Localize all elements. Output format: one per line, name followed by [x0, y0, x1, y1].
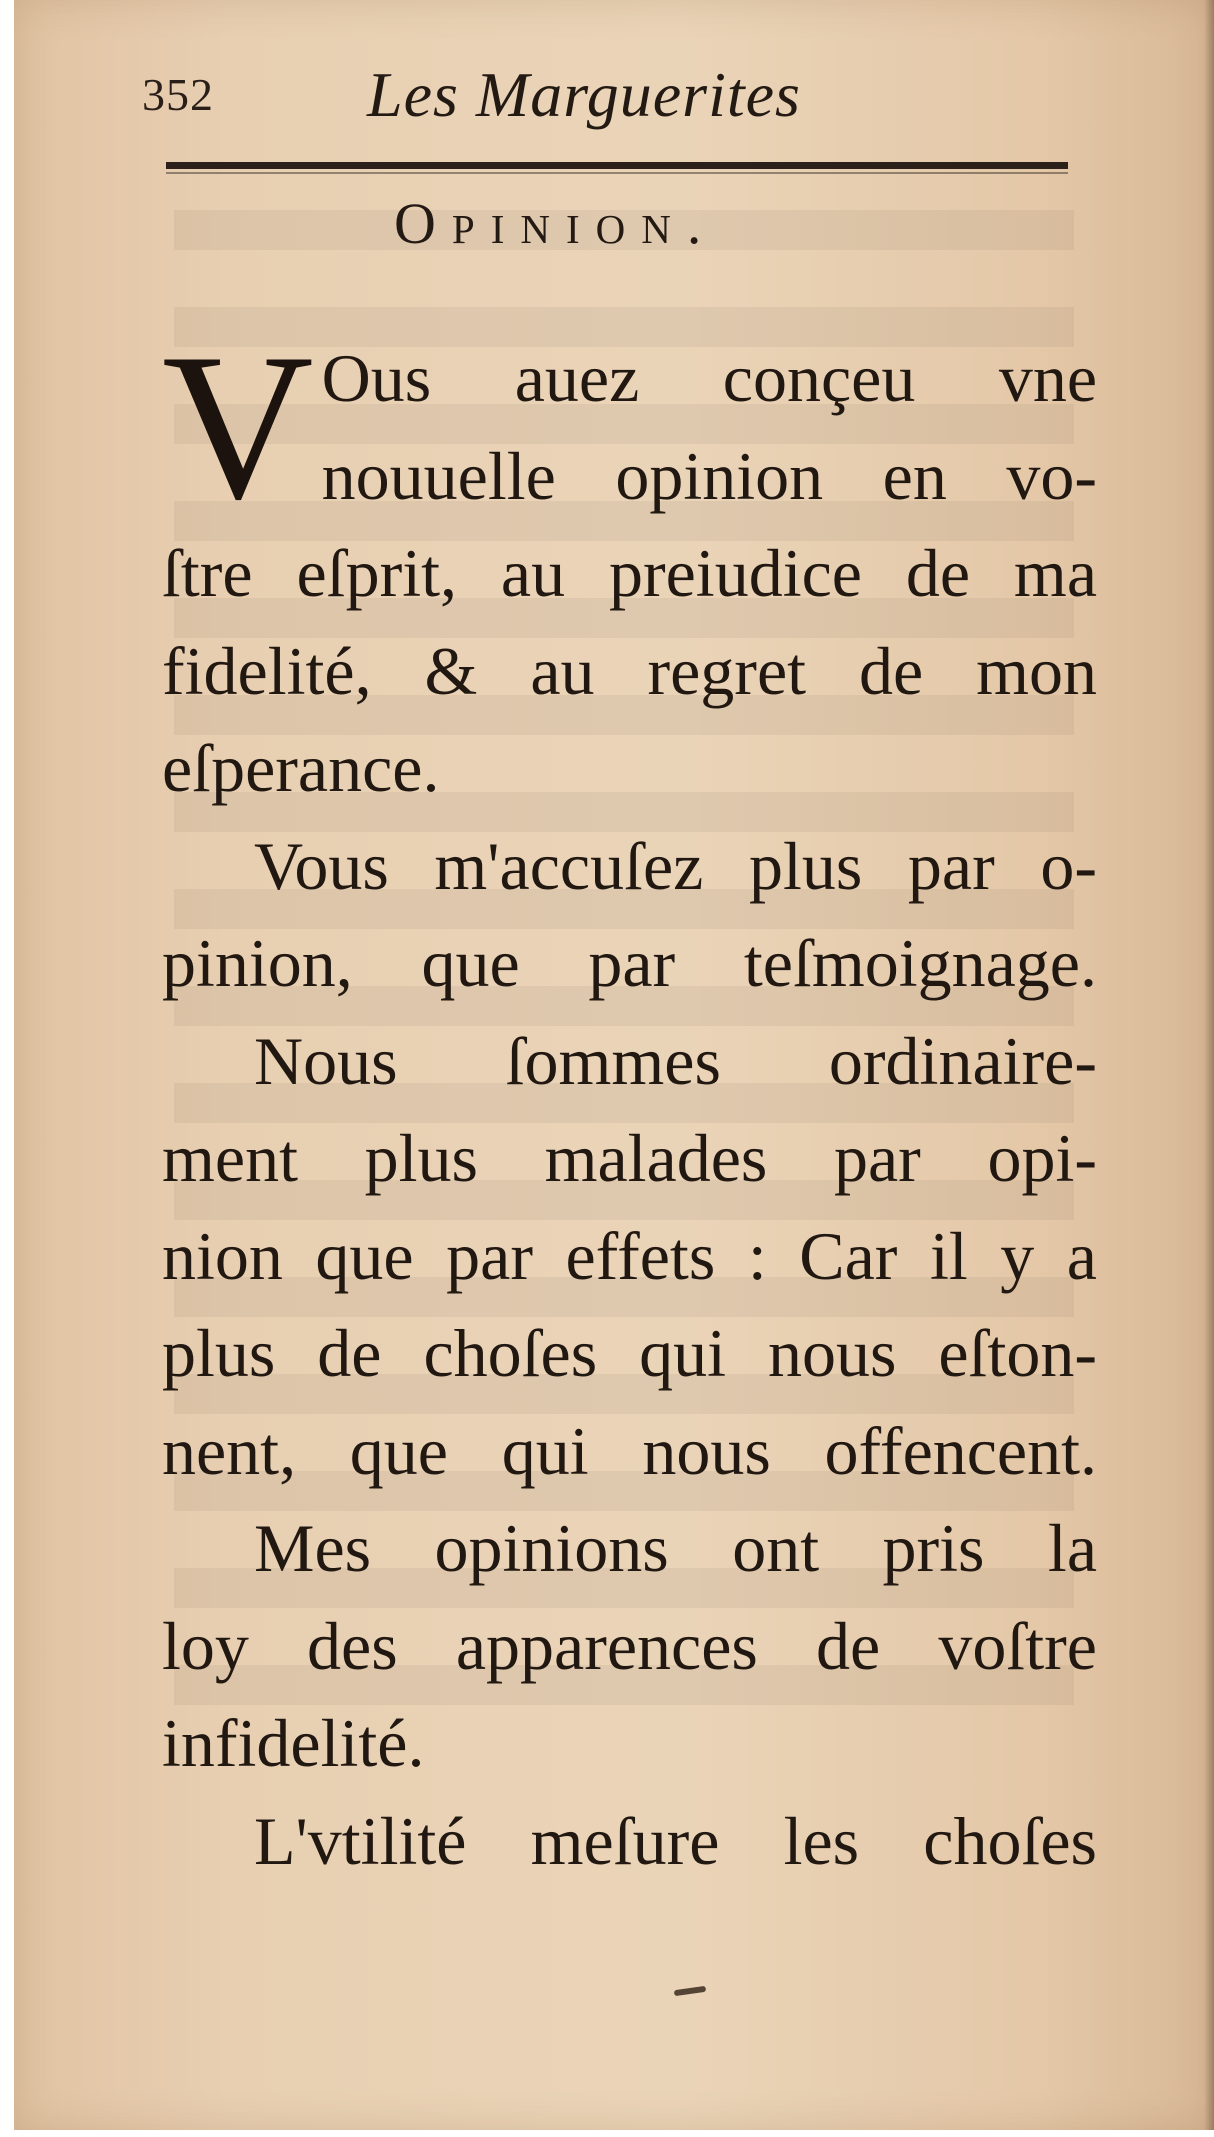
- text-line: ſtre eſprit, au preiudice de ma: [162, 535, 1097, 611]
- header-rule: [166, 162, 1068, 169]
- text-line: infidelité.: [162, 1705, 425, 1781]
- header-rule-shadow: [166, 172, 1068, 174]
- text-line: fidelité, & au regret de mon: [162, 632, 1097, 709]
- section-title: Opinion.: [394, 191, 718, 256]
- text-line: pinion, que par teſmoignage.: [162, 925, 1097, 1001]
- running-title: Les Marguerites: [367, 59, 801, 130]
- page-number: 352: [142, 69, 214, 120]
- text-line: Mes opinions ont pris la: [254, 1510, 1097, 1586]
- drop-capital: V: [162, 311, 314, 543]
- text-line: nouuelle opinion en vo-: [321, 437, 1097, 514]
- text-line: plus de choſes qui nous eſton-: [162, 1315, 1097, 1391]
- text-line: nent, que qui nous offencent.: [162, 1412, 1097, 1489]
- text-line: L'vtilité meſure les choſes: [254, 1802, 1097, 1879]
- text-line: nion que par effets : Car il y a: [162, 1217, 1097, 1294]
- text-line: Vous m'accuſez plus par o-: [254, 827, 1097, 904]
- page-header: [142, 58, 1092, 138]
- text-line: ment plus malades par opi-: [162, 1120, 1097, 1196]
- book-page: [14, 0, 1214, 2130]
- text-line: Ous auez conçeu vne: [321, 340, 1097, 416]
- page-edge-shadow: [1204, 0, 1214, 2130]
- text-line: Nous ſommes ordinaire-: [254, 1022, 1097, 1099]
- body-text: [162, 311, 1097, 1890]
- text-line: loy des apparences de voſtre: [162, 1607, 1097, 1684]
- ink-mark: [674, 1986, 707, 1996]
- text-line: eſperance.: [162, 730, 440, 806]
